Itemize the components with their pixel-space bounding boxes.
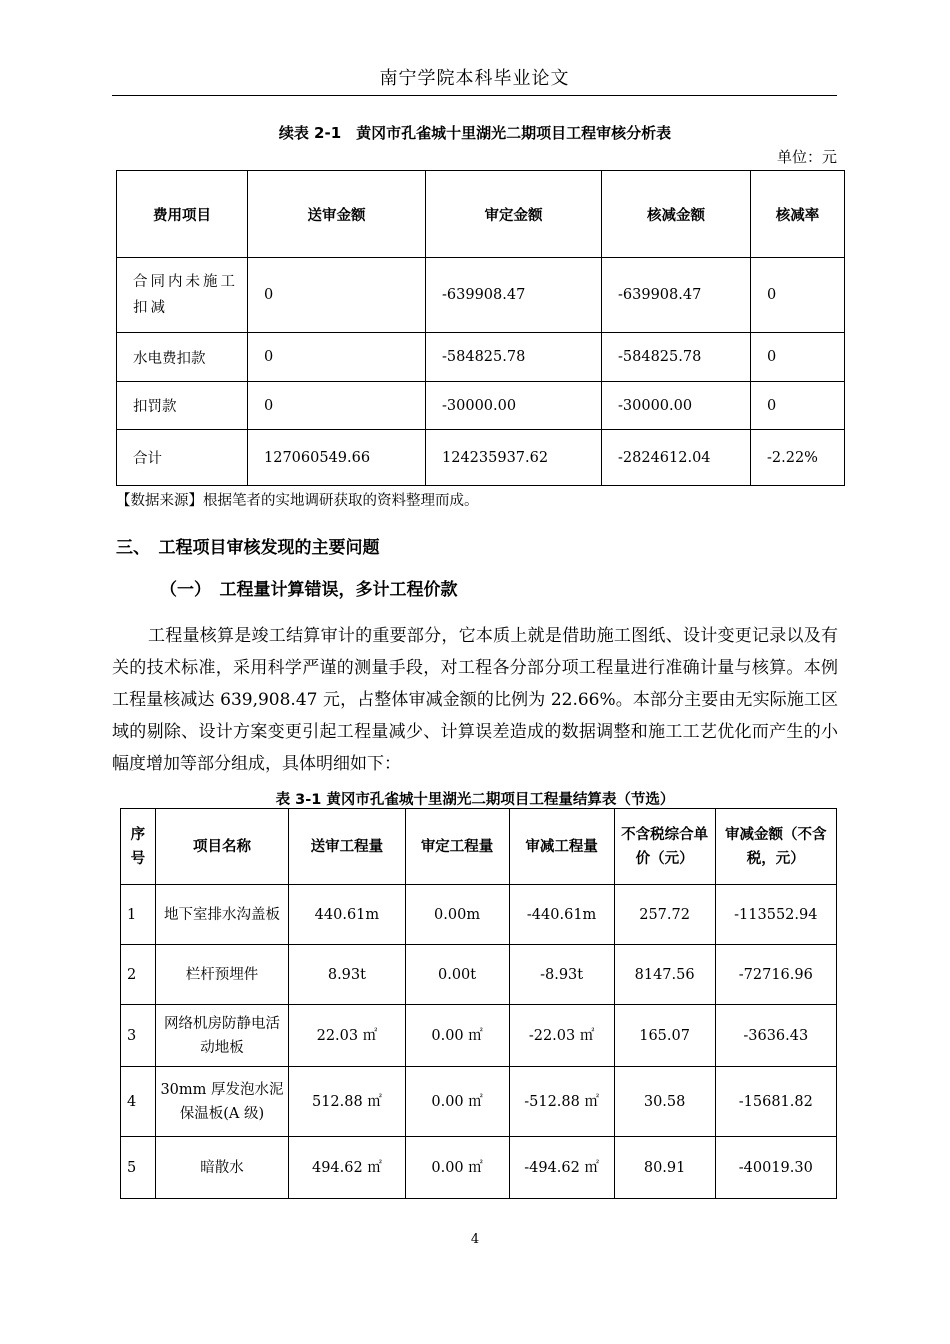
table-cell: 165.07 — [614, 1005, 715, 1067]
column-header: 送审金额 — [248, 171, 426, 258]
table-cell: 网络机房防静电活动地板 — [155, 1005, 289, 1067]
table-cell: 0 — [248, 258, 426, 333]
table-cell: -494.62 ㎡ — [509, 1137, 614, 1199]
table-cell: -22.03 ㎡ — [509, 1005, 614, 1067]
table-cell: 0 — [751, 333, 845, 382]
table-cell: 30mm 厚发泡水泥保温板(A 级) — [155, 1067, 289, 1137]
table-cell: 80.91 — [614, 1137, 715, 1199]
table-cell: 127060549.66 — [248, 430, 426, 486]
column-header: 不含税综合单价（元） — [614, 809, 715, 885]
table-cell: 0 — [248, 333, 426, 382]
table-cell: 0.00m — [405, 885, 509, 945]
table-cell: 0 — [248, 382, 426, 430]
column-header: 送审工程量 — [289, 809, 405, 885]
table-cell: 合同内未施工扣减 — [117, 258, 248, 333]
table-cell: -40019.30 — [715, 1137, 836, 1199]
table-cell: -30000.00 — [426, 382, 602, 430]
table-cell: -3636.43 — [715, 1005, 836, 1067]
table-cell: 4 — [121, 1067, 156, 1137]
table-cell: 扣罚款 — [117, 382, 248, 430]
table-cell: -639908.47 — [426, 258, 602, 333]
column-header: 费用项目 — [117, 171, 248, 258]
table-cell: 0.00 ㎡ — [405, 1067, 509, 1137]
section-heading: 三、 工程项目审核发现的主要问题 — [116, 538, 380, 558]
table-cell: -30000.00 — [602, 382, 751, 430]
table-cell: 8147.56 — [614, 945, 715, 1005]
table-header-row — [121, 809, 837, 885]
table-cell: -113552.94 — [715, 885, 836, 945]
table-cell: 0.00 ㎡ — [405, 1005, 509, 1067]
page-number: 4 — [470, 1232, 480, 1247]
header-divider — [112, 95, 837, 96]
table-row — [121, 885, 837, 945]
page-header-title: 南宁学院本科毕业论文 — [379, 68, 570, 89]
table-cell: -2.22% — [751, 430, 845, 486]
table-cell: -584825.78 — [602, 333, 751, 382]
table-row — [121, 1067, 837, 1137]
table-cell: 0 — [751, 258, 845, 333]
table-cell: 22.03 ㎡ — [289, 1005, 405, 1067]
column-header: 审定工程量 — [405, 809, 509, 885]
table-cell: 0 — [751, 382, 845, 430]
table-cell: 3 — [121, 1005, 156, 1067]
table-cell: -2824612.04 — [602, 430, 751, 486]
table-cell: 5 — [121, 1137, 156, 1199]
table-cell: 2 — [121, 945, 156, 1005]
column-header: 审定金额 — [426, 171, 602, 258]
table-row — [121, 1137, 837, 1199]
table-cell: 暗散水 — [155, 1137, 289, 1199]
table-row — [117, 333, 845, 382]
table-cell: -15681.82 — [715, 1067, 836, 1137]
table-cell: 440.61m — [289, 885, 405, 945]
audit-analysis-table — [116, 170, 845, 486]
table-cell: 494.62 ㎡ — [289, 1137, 405, 1199]
table-row — [117, 382, 845, 430]
quantity-settlement-table — [120, 808, 837, 1199]
table-cell: 8.93t — [289, 945, 405, 1005]
table-cell: -440.61m — [509, 885, 614, 945]
subsection-heading: （一） 工程量计算错误，多计工程价款 — [160, 580, 458, 600]
table-cell: 1 — [121, 885, 156, 945]
table-cell: 30.58 — [614, 1067, 715, 1137]
column-header: 审减金额（不含税，元） — [715, 809, 836, 885]
body-paragraph: 工程量核算是竣工结算审计的重要部分，它本质上就是借助施工图纸、设计变更记录以及有关的技术标准，采用科学严谨的测量手段，对工程各分部分项工程量进行准确计量与核算。本例工程量核减达 639,908.47 元，占整体审减金额的比例为 22.66%。本部分主要由无实际施工区域的剔除、设计方案变更引起工程量减少、计算误差造成的数据调整和施工工艺优化而产生的小幅度增加等部分组成，具体明细如下： — [112, 626, 838, 774]
table-cell: -512.88 ㎡ — [509, 1067, 614, 1137]
table-row — [121, 1005, 837, 1067]
table2-caption: 表 3-1 黄冈市孔雀城十里湖光二期项目工程量结算表（节选） — [275, 792, 675, 808]
table-cell: 0.00t — [405, 945, 509, 1005]
table-cell: 124235937.62 — [426, 430, 602, 486]
table-cell: -72716.96 — [715, 945, 836, 1005]
table-cell: -639908.47 — [602, 258, 751, 333]
data-source-note: 【数据来源】根据笔者的实地调研获取的资料整理而成。 — [116, 493, 479, 509]
table-cell: -584825.78 — [426, 333, 602, 382]
table-cell: 512.88 ㎡ — [289, 1067, 405, 1137]
table-cell: 水电费扣款 — [117, 333, 248, 382]
column-header: 核减率 — [751, 171, 845, 258]
table-cell: 257.72 — [614, 885, 715, 945]
table1-caption: 续表 2-1 黄冈市孔雀城十里湖光二期项目工程审核分析表 — [278, 124, 672, 142]
table-cell: 栏杆预埋件 — [155, 945, 289, 1005]
column-header: 序号 — [121, 809, 156, 885]
table-cell: -8.93t — [509, 945, 614, 1005]
column-header: 项目名称 — [155, 809, 289, 885]
table-cell: 0.00 ㎡ — [405, 1137, 509, 1199]
table-cell: 地下室排水沟盖板 — [155, 885, 289, 945]
table-row — [117, 258, 845, 333]
table-row — [117, 430, 845, 486]
table-header-row — [117, 171, 845, 258]
column-header: 核减金额 — [602, 171, 751, 258]
column-header: 审减工程量 — [509, 809, 614, 885]
table-row — [121, 945, 837, 1005]
table1-unit: 单位：元 — [776, 148, 837, 166]
table-cell: 合计 — [117, 430, 248, 486]
